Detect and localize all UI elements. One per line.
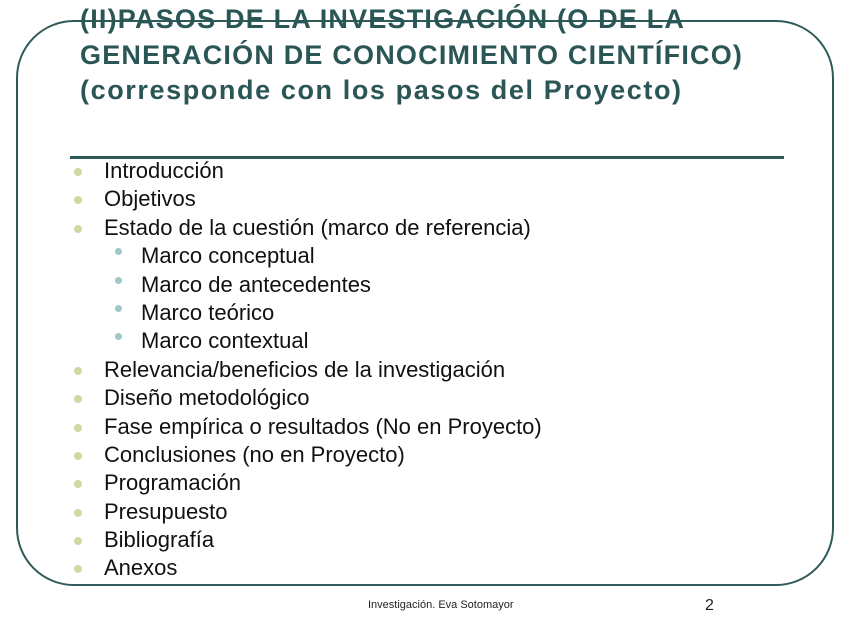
list-item-label: Objetivos [104, 186, 196, 212]
sub-bullet-icon [115, 333, 122, 340]
bullet-icon [74, 196, 82, 204]
slide-footer: Investigación. Eva Sotomayor [368, 599, 514, 611]
bullet-icon [74, 509, 82, 517]
title-main: (II)PASOS DE LA INVESTIGACIÓN (O DE LA GENERACIÓN DE CONOCIMIENTO CIENTÍFICO) [80, 4, 744, 70]
list-item-label: Programación [104, 470, 241, 496]
list-item-label: Introducción [104, 158, 224, 183]
list-item [0, 185, 848, 213]
bullet-icon [74, 424, 82, 432]
list-item [0, 413, 848, 441]
sub-list-item-label: Marco conceptual [141, 243, 315, 269]
list-item-label: Diseño metodológico [104, 385, 310, 411]
bullet-icon [74, 452, 82, 460]
sub-list-item-label: Marco teórico [141, 299, 275, 325]
list-item [0, 214, 848, 242]
bullet-icon [74, 537, 82, 545]
sub-list-item [0, 327, 848, 355]
slide-title [80, 2, 800, 109]
list-item-label: Anexos [104, 555, 178, 581]
sub-bullet-icon [115, 305, 122, 312]
list-item [0, 498, 848, 526]
list-item-label: Conclusiones (no en Proyecto) [104, 441, 405, 467]
list-item [0, 157, 848, 185]
sub-bullet-icon [115, 277, 122, 284]
list-item [0, 384, 848, 412]
list-item [0, 469, 848, 497]
steps-list [0, 157, 848, 583]
list-item-label: Estado de la cuestión (marco de referencia) [104, 214, 531, 240]
bullet-icon [74, 367, 82, 375]
title-subtitle: (corresponde con los pasos del Proyecto) [80, 75, 683, 105]
sub-list-item-label: Marco de antecedentes [141, 271, 371, 297]
sub-list-item-label: Marco contextual [141, 328, 309, 354]
sub-bullet-icon [115, 248, 122, 255]
bullet-icon [74, 168, 82, 176]
list-item [0, 526, 848, 554]
sub-list-item [0, 242, 848, 270]
sub-list-item [0, 299, 848, 327]
sub-list-item [0, 271, 848, 299]
list-item [0, 356, 848, 384]
bullet-icon [74, 565, 82, 573]
list-item [0, 441, 848, 469]
bullet-icon [74, 395, 82, 403]
list-item-label: Bibliografía [104, 527, 215, 553]
list-item-label: Fase empírica o resultados (No en Proyecto) [104, 413, 542, 439]
bullet-icon [74, 225, 82, 233]
list-item [0, 554, 848, 582]
page-number: 2 [705, 597, 714, 614]
list-item-label: Presupuesto [104, 498, 228, 524]
bullet-icon [74, 480, 82, 488]
list-item-label: Relevancia/beneficios de la investigación [104, 356, 506, 382]
